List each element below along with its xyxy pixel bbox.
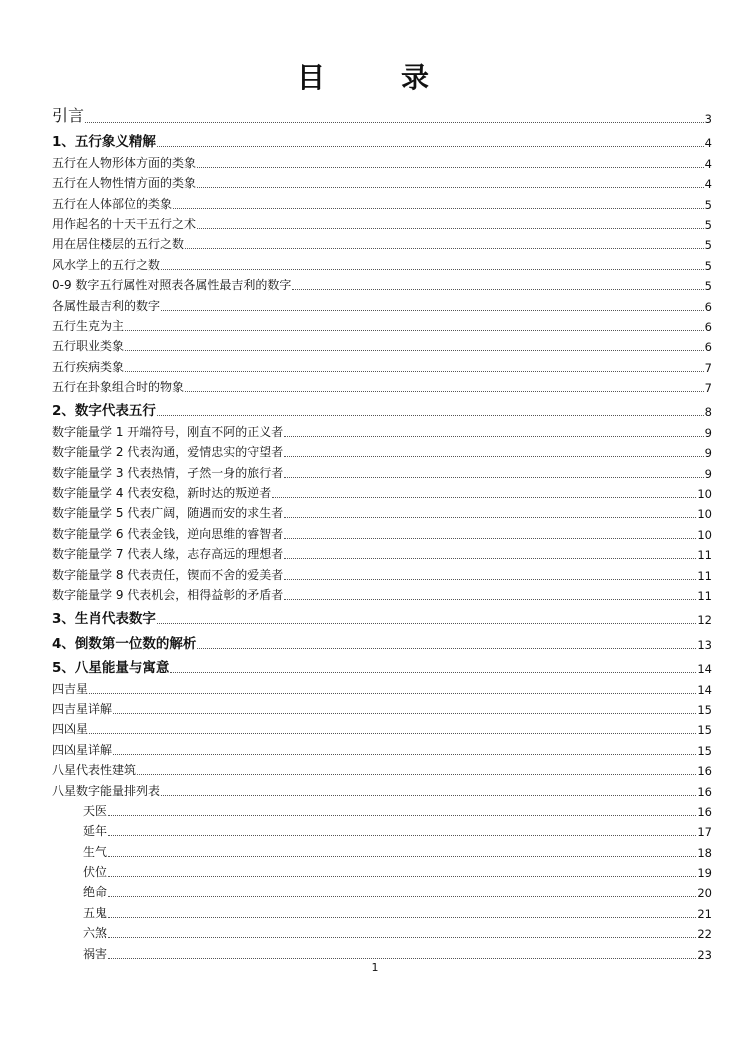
dot-leader: [292, 289, 703, 290]
dot-leader: [185, 391, 704, 392]
toc-entry-label: 数字能量学 7 代表人缘，志存高远的理想者: [52, 547, 284, 562]
toc-entry[interactable]: [52, 697, 712, 717]
toc-entry-page: 14: [697, 662, 712, 677]
dot-leader: [108, 856, 696, 857]
toc-entry-page: 5: [704, 217, 712, 232]
toc-entry-label: 绝命: [83, 885, 108, 900]
dot-leader: [85, 122, 704, 123]
dot-leader: [197, 648, 696, 649]
toc-entry-page: 18: [697, 845, 712, 860]
toc-entry-label: 风水学上的五行之数: [52, 257, 161, 272]
dot-leader: [272, 497, 696, 498]
toc-entry[interactable]: [52, 819, 712, 839]
toc-entry-label: 数字能量学 6 代表金钱，逆向思维的睿智者: [52, 526, 284, 541]
dot-leader: [157, 415, 704, 416]
dot-leader: [197, 167, 704, 168]
toc-entry[interactable]: [52, 921, 712, 941]
dot-leader: [89, 733, 696, 734]
toc-entry-label: 六煞: [83, 926, 108, 941]
toc-entry[interactable]: [52, 334, 712, 354]
toc-entry[interactable]: [52, 758, 712, 778]
toc-entry-page: 9: [704, 446, 712, 461]
toc-entry-label: 0-9 数字五行属性对照表各属性最吉利的数字: [52, 278, 292, 293]
dot-leader: [284, 599, 696, 600]
dot-leader: [284, 477, 703, 478]
toc-entry-page: 14: [697, 682, 712, 697]
toc-entry-label: 四凶星: [52, 722, 89, 737]
dot-leader: [157, 623, 696, 624]
dot-leader: [284, 538, 696, 539]
toc-entry-label: 五行在人体部位的类象: [52, 196, 173, 211]
toc-entry-page: 8: [704, 405, 712, 420]
toc-entry[interactable]: [52, 212, 712, 232]
dot-leader: [161, 310, 704, 311]
dot-leader: [108, 896, 696, 897]
toc-entry-page: 9: [704, 425, 712, 440]
dot-leader: [125, 330, 704, 331]
toc-entry[interactable]: [52, 191, 712, 211]
dot-leader: [108, 937, 696, 938]
toc-entry[interactable]: [52, 880, 712, 900]
toc-entry[interactable]: [52, 542, 712, 562]
toc-entry[interactable]: [52, 631, 712, 651]
toc-entry-page: 16: [697, 764, 712, 779]
toc-entry-label: 八星数字能量排列表: [52, 783, 161, 798]
toc-entry-page: 3: [704, 112, 712, 126]
toc-entry-page: 4: [704, 136, 712, 151]
toc-entry-label: 五行疾病类象: [52, 359, 125, 374]
toc-entry-label: 五行在卦象组合时的物象: [52, 380, 185, 395]
toc-entry-page: 6: [704, 299, 712, 314]
toc-entry[interactable]: [52, 778, 712, 798]
toc-entry-page: 11: [697, 568, 712, 583]
toc-entry[interactable]: [52, 419, 712, 439]
dot-leader: [197, 228, 704, 229]
toc-entry-label: 各属性最吉利的数字: [52, 298, 161, 313]
toc-entry-page: 7: [704, 360, 712, 375]
toc-entry-label: 八星代表性建筑: [52, 763, 137, 778]
toc-entry-label: 祸害: [83, 946, 108, 961]
toc-entry[interactable]: [52, 501, 712, 521]
toc-entry-page: 20: [697, 886, 712, 901]
dot-leader: [284, 456, 703, 457]
toc-entry-page: 11: [697, 588, 712, 603]
toc-entry[interactable]: [52, 717, 712, 737]
toc-entry[interactable]: [52, 860, 712, 880]
toc-entry-label: 数字能量学 1 开端符号，刚直不阿的正义者: [52, 424, 284, 439]
toc-entry[interactable]: [52, 273, 712, 293]
toc-entry[interactable]: [52, 839, 712, 859]
toc-entry-page: 22: [697, 927, 712, 942]
dot-leader: [137, 774, 696, 775]
table-of-contents: [52, 100, 712, 962]
toc-entry-page: 5: [704, 197, 712, 212]
dot-leader: [284, 579, 696, 580]
toc-entry-label: 五行在人物性情方面的类象: [52, 176, 197, 191]
toc-entry-label: 3、生肖代表数字: [52, 607, 157, 627]
toc-entry-label: 数字能量学 8 代表责任，锲而不舍的爱美者: [52, 567, 284, 582]
dot-leader: [113, 754, 696, 755]
toc-entry-page: 21: [697, 906, 712, 921]
toc-entry-label: 数字能量学 9 代表机会，相得益彰的矛盾者: [52, 587, 284, 602]
toc-entry[interactable]: [52, 100, 712, 126]
toc-entry-label: 用作起名的十天干五行之术: [52, 216, 197, 231]
dot-leader: [161, 795, 696, 796]
dot-leader: [108, 958, 696, 959]
toc-entry-label: 五行在人物形体方面的类象: [52, 155, 197, 170]
toc-entry[interactable]: [52, 399, 712, 419]
toc-entry-label: 数字能量学 5 代表广阔，随遇而安的求生者: [52, 506, 284, 521]
toc-entry-label: 2、数字代表五行: [52, 399, 157, 419]
toc-entry[interactable]: [52, 314, 712, 334]
dot-leader: [125, 371, 704, 372]
toc-entry-label: 五行职业类象: [52, 339, 125, 354]
dot-leader: [284, 517, 696, 518]
toc-entry[interactable]: [52, 656, 712, 676]
toc-entry[interactable]: [52, 583, 712, 603]
dot-leader: [284, 436, 703, 437]
toc-entry-label: 数字能量学 3 代表热情，孑然一身的旅行者: [52, 465, 284, 480]
toc-entry-label: 四吉星: [52, 681, 89, 696]
toc-entry-page: 10: [697, 487, 712, 502]
toc-entry-label: 延年: [83, 824, 108, 839]
toc-entry[interactable]: [52, 130, 712, 150]
toc-entry[interactable]: [52, 607, 712, 627]
toc-entry-label: 生气: [83, 844, 108, 859]
toc-entry-page: 7: [704, 381, 712, 396]
toc-entry-label: 用在居住楼层的五行之数: [52, 237, 185, 252]
dot-leader: [108, 876, 696, 877]
toc-entry[interactable]: [52, 171, 712, 191]
dot-leader: [170, 672, 696, 673]
toc-entry-label: 引言: [52, 103, 85, 126]
dot-leader: [197, 187, 704, 188]
page-number: 1: [371, 961, 379, 974]
toc-entry-label: 数字能量学 2 代表沟通，爱情忠实的守望者: [52, 445, 284, 460]
toc-entry[interactable]: [52, 354, 712, 374]
toc-entry-page: 17: [697, 825, 712, 840]
page-title: 目 录: [296, 61, 453, 94]
dot-leader: [108, 835, 696, 836]
toc-entry-page: 5: [704, 279, 712, 294]
toc-entry-label: 天医: [83, 803, 108, 818]
dot-leader: [161, 269, 704, 270]
toc-entry-page: 5: [704, 258, 712, 273]
toc-entry[interactable]: [52, 799, 712, 819]
toc-entry-page: 19: [697, 866, 712, 881]
toc-entry-page: 23: [697, 947, 712, 962]
toc-entry-label: 四凶星详解: [52, 742, 113, 757]
toc-entry-page: 4: [704, 177, 712, 192]
dot-leader: [284, 558, 696, 559]
toc-entry-label: 数字能量学 4 代表安稳，新时达的叛逆者: [52, 486, 272, 501]
toc-entry-page: 10: [697, 507, 712, 522]
dot-leader: [157, 146, 704, 147]
toc-entry-page: 6: [704, 319, 712, 334]
toc-entry-page: 9: [704, 466, 712, 481]
toc-entry[interactable]: [52, 900, 712, 920]
toc-entry[interactable]: [52, 941, 712, 961]
toc-entry-page: 12: [697, 613, 712, 628]
toc-entry-label: 1、五行象义精解: [52, 130, 157, 150]
toc-entry[interactable]: [52, 252, 712, 272]
toc-entry-label: 伏位: [83, 865, 108, 880]
dot-leader: [108, 917, 696, 918]
toc-entry-label: 五鬼: [83, 905, 108, 920]
toc-entry-label: 5、八星能量与寓意: [52, 656, 170, 676]
toc-entry-label: 4、倒数第一位数的解析: [52, 632, 197, 652]
toc-entry-page: 15: [697, 723, 712, 738]
dot-leader: [108, 815, 696, 816]
dot-leader: [173, 208, 704, 209]
toc-entry-page: 16: [697, 784, 712, 799]
toc-entry-page: 11: [697, 548, 712, 563]
toc-entry-page: 16: [697, 804, 712, 819]
toc-entry-page: 5: [704, 238, 712, 253]
toc-entry[interactable]: [52, 481, 712, 501]
toc-entry-label: 四吉星详解: [52, 701, 113, 716]
dot-leader: [113, 713, 696, 714]
toc-entry[interactable]: [52, 521, 712, 541]
toc-entry-page: 10: [697, 527, 712, 542]
dot-leader: [89, 693, 696, 694]
dot-leader: [185, 248, 704, 249]
toc-entry[interactable]: [52, 375, 712, 395]
toc-entry[interactable]: [52, 440, 712, 460]
toc-entry-page: 13: [697, 637, 712, 652]
toc-entry[interactable]: [52, 150, 712, 170]
toc-entry[interactable]: [52, 562, 712, 582]
toc-entry[interactable]: [52, 232, 712, 252]
toc-entry-page: 4: [704, 156, 712, 171]
toc-entry-page: 15: [697, 702, 712, 717]
toc-entry[interactable]: [52, 460, 712, 480]
toc-entry-page: 15: [697, 743, 712, 758]
toc-entry-page: 6: [704, 340, 712, 355]
dot-leader: [125, 350, 704, 351]
toc-entry[interactable]: [52, 737, 712, 757]
toc-entry[interactable]: [52, 293, 712, 313]
toc-entry-label: 五行生克为主: [52, 318, 125, 333]
toc-entry[interactable]: [52, 676, 712, 696]
